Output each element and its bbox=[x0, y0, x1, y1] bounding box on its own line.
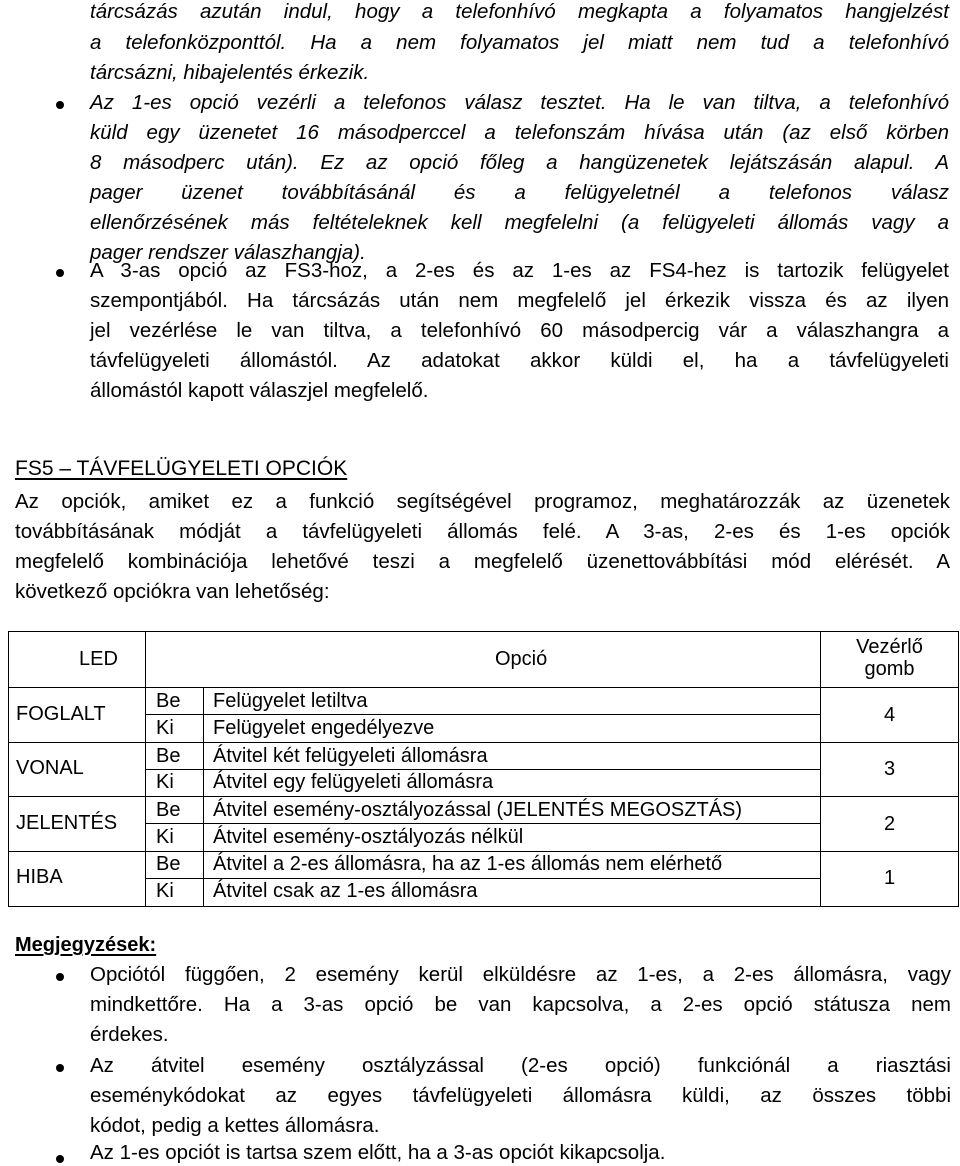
control-button-number: 3 bbox=[883, 758, 896, 780]
option-off-text: Átvitel csak az 1-es állomásra bbox=[213, 880, 478, 902]
text-line: Az átvitel esemény osztályzással (2-es opció) funkciónál a riasztási bbox=[90, 1054, 951, 1077]
state-off-label: Ki bbox=[156, 717, 174, 739]
state-off-label: Ki bbox=[156, 771, 174, 793]
table-border bbox=[958, 631, 959, 907]
text-line: kódot, pedig a kettes állomásra. bbox=[90, 1114, 380, 1137]
table-divider bbox=[145, 714, 821, 715]
state-on-label: Be bbox=[156, 690, 181, 712]
control-button-number: 4 bbox=[883, 704, 896, 726]
led-name: HIBA bbox=[16, 866, 63, 888]
notes-title: Megjegyzések: bbox=[15, 934, 157, 956]
option-on-text: Átvitel a 2-es állomásra, ha az 1-es állomás nem elérhető bbox=[213, 853, 723, 875]
text-line: érdekes. bbox=[90, 1023, 169, 1046]
control-button-number: 2 bbox=[883, 813, 896, 835]
table-header-control-line: gomb bbox=[864, 658, 915, 680]
state-on-label: Be bbox=[156, 799, 181, 821]
text-line: a telefonközponttól. Ha a nem folyamatos jel miatt nem tud a telefonhívó bbox=[90, 31, 949, 54]
table-divider bbox=[145, 769, 821, 770]
bullet-dot bbox=[56, 101, 64, 109]
control-button-number: 1 bbox=[883, 867, 896, 889]
led-name: JELENTÉS bbox=[16, 812, 118, 834]
option-on-text: Átvitel esemény-osztályozással (JELENTÉS MEGOSZTÁS) bbox=[213, 799, 743, 821]
table-header-option: Opció bbox=[495, 648, 548, 670]
option-off-text: Felügyelet engedélyezve bbox=[213, 717, 435, 739]
section-heading bbox=[15, 458, 347, 479]
table-header-control bbox=[821, 636, 958, 680]
text-line: megfelelő kombinációja lehetővé teszi a megfelelő üzenettovábbítási mód elérését. A bbox=[15, 550, 950, 573]
text-line: Az opciók, amiket ez a funkció segítségével programoz, meghatározzák az üzenetek bbox=[15, 490, 950, 513]
table-divider bbox=[145, 823, 821, 824]
option-off-text: Átvitel egy felügyeleti állomásra bbox=[213, 771, 494, 793]
text-line: távfelügyeleti állomástól. Az adatokat akkor küldi el, ha a távfelügyeleti bbox=[90, 349, 949, 372]
text-line: eseménykódokat az egyes távfelügyeleti állomásra küldi, az összes többi bbox=[90, 1084, 951, 1107]
text-line: ellenőrzésének más feltételeknek kell megfelelni (a felügyeleti állomás vagy a bbox=[90, 211, 949, 234]
table-header-control-line: Vezérlő bbox=[856, 636, 923, 658]
option-on-text: Felügyelet letiltva bbox=[213, 690, 368, 712]
table-divider bbox=[8, 742, 959, 743]
text-line: állomástól kapott válaszjel megfelelő. bbox=[90, 379, 429, 402]
table-header-led: LED bbox=[79, 648, 118, 670]
text-line: Opciótól függően, 2 esemény kerül elküldésre az 1-es, a 2-es állomásra, vagy bbox=[90, 963, 951, 986]
table-divider bbox=[8, 796, 959, 797]
bullet-dot bbox=[56, 1155, 64, 1163]
table-divider bbox=[203, 687, 204, 907]
table-border bbox=[8, 631, 9, 907]
section-heading-text: FS5 – TÁVFELÜGYELETI OPCIÓK bbox=[15, 457, 348, 480]
text-line: Az 1-es opció vezérli a telefonos válasz tesztet. Ha le van tiltva, a telefonhívó bbox=[90, 91, 949, 114]
state-on-label: Be bbox=[156, 853, 181, 875]
text-line: mindkettőre. Ha a 3-as opció be van kapcsolva, a 2-es opció státusza nem bbox=[90, 993, 951, 1016]
text-line: Az 1-es opciót is tartsa szem előtt, ha a 3-as opciót kikapcsolja. bbox=[90, 1141, 666, 1164]
text-line: küld egy üzenetet 16 másodperccel a telefonszám hívása után (az első körben bbox=[90, 121, 949, 144]
led-name: FOGLALT bbox=[16, 703, 106, 725]
text-line: következő opciókra van lehetőség: bbox=[15, 580, 330, 603]
text-line: pager rendszer válaszhangja). bbox=[90, 241, 366, 264]
text-line: továbbításának módját a távfelügyeleti állomás felé. A 3-as, 2-es és 1-es opciók bbox=[15, 520, 950, 543]
text-line: 8 másodperc után). Ez az opció főleg a hangüzenetek lejátszásán alapul. A bbox=[90, 151, 949, 174]
text-line: jel vezérlése le van tiltva, a telefonhívó 60 másodpercig vár a válaszhangra a bbox=[90, 319, 949, 342]
text-line: szempontjából. Ha tárcsázás után nem megfelelő jel érkezik vissza és az ilyen bbox=[90, 289, 949, 312]
state-off-label: Ki bbox=[156, 826, 174, 848]
option-off-text: Átvitel esemény-osztályozás nélkül bbox=[213, 826, 524, 848]
table-border bbox=[8, 906, 959, 907]
text-line: tárcsázás azután indul, hogy a telefonhívó megkapta a folyamatos hangjelzést bbox=[90, 0, 949, 23]
table-divider bbox=[8, 851, 959, 852]
text-line: tárcsázni, hibajelentés érkezik. bbox=[90, 61, 370, 84]
table-divider bbox=[145, 878, 821, 879]
state-on-label: Be bbox=[156, 745, 181, 767]
bullet-dot bbox=[56, 1064, 64, 1072]
table-divider bbox=[8, 687, 959, 688]
text-line: A 3-as opció az FS3-hoz, a 2-es és az 1-es az FS4-hez is tartozik felügyelet bbox=[90, 259, 949, 282]
option-on-text: Átvitel két felügyeleti állomásra bbox=[213, 745, 488, 767]
bullet-dot bbox=[56, 269, 64, 277]
text-line: pager üzenet továbbításánál és a felügyeletnél a telefonos válasz bbox=[90, 181, 949, 204]
led-name: VONAL bbox=[16, 757, 84, 779]
bullet-dot bbox=[56, 973, 64, 981]
table-border bbox=[8, 631, 959, 632]
state-off-label: Ki bbox=[156, 880, 174, 902]
